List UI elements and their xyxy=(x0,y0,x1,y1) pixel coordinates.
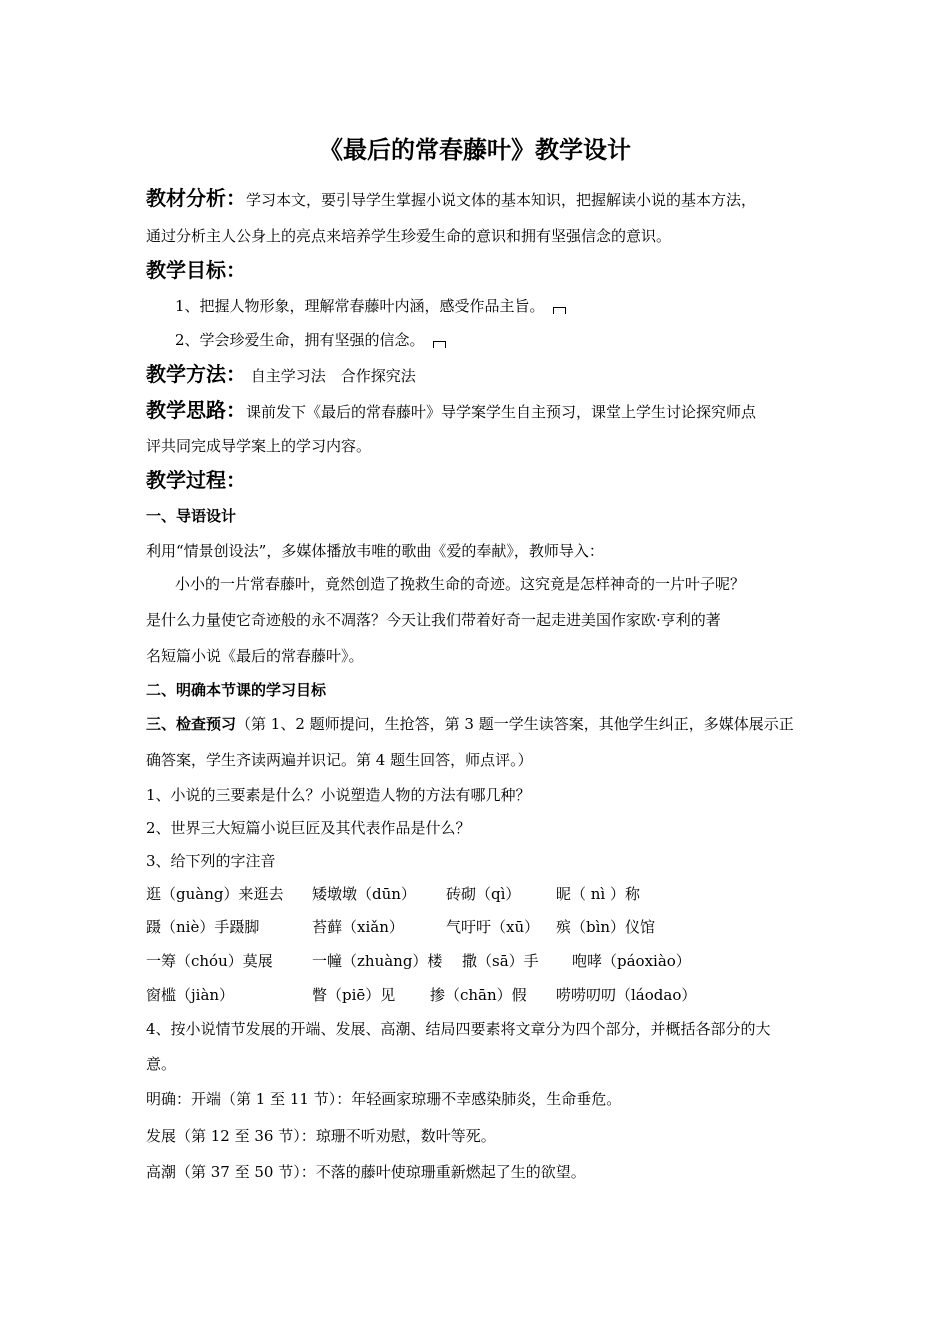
analysis-line-1 xyxy=(146,188,756,210)
analysis-text-1: 学习本文，要引导学生掌握小说文体的基本知识，把握解读小说的基本方法， xyxy=(246,191,757,209)
bracket-mark-icon xyxy=(553,307,566,314)
pinyin-cell: 蹑（niè）手蹑脚 xyxy=(146,918,260,936)
goal-item-2-text: 2、学会珍爱生命，拥有坚强的信念。 xyxy=(175,331,425,349)
section-1-title: 一、导语设计 xyxy=(146,507,237,525)
section-1-intro: 利用“情景创设法”，多媒体播放韦唯的歌曲《爱的奉献》，教师导入： xyxy=(146,542,604,560)
analysis-text-2: 通过分析主人公身上的亮点来培养学生珍爱生命的意识和拥有坚强信念的意识。 xyxy=(146,227,672,245)
section-1-para-3: 名短篇小说《最后的常春藤叶》。 xyxy=(146,647,364,665)
process-heading: 教学过程： xyxy=(146,468,246,492)
pinyin-cell: 瞥（piē）见 xyxy=(312,986,396,1004)
pinyin-cell: 昵（ nì ）称 xyxy=(556,885,640,903)
pinyin-cell: 逛（guàng）来逛去 xyxy=(146,885,284,903)
pinyin-cell: 咆哮（páoxiào） xyxy=(572,952,691,970)
question-4-line-1: 4、按小说情节发展的开端、发展、高潮、结局四要素将文章分为四个部分，并概括各部分的大 xyxy=(146,1020,771,1038)
pinyin-cell: 掺（chān）假 xyxy=(430,986,527,1004)
pinyin-cell: 窗槛（jiàn） xyxy=(146,986,235,1004)
goal-item-2 xyxy=(175,330,446,350)
pinyin-cell: 矮墩墩（dūn） xyxy=(312,885,416,903)
bracket-mark-icon xyxy=(433,341,446,348)
section-3-note-1: （第 1、2 题师提问，生抢答，第 3 题一学生读答案，其他学生纠正，多媒体展示正 xyxy=(236,715,794,733)
section-1-para-1: 小小的一片常春藤叶，竟然创造了挽救生命的奇迹。这究竟是怎样神奇的一片叶子呢？ xyxy=(175,575,746,593)
section-2-title: 二、明确本节课的学习目标 xyxy=(146,681,327,699)
pinyin-cell: 唠唠叨叨（láodao） xyxy=(556,986,697,1004)
methods-text: 自主学习法 合作探究法 xyxy=(250,367,416,385)
answer-3: 高潮（第 37 至 50 节）：不落的藤叶使琼珊重新燃起了生的欲望。 xyxy=(146,1163,586,1181)
question-3: 3、给下列的字注音 xyxy=(146,852,276,870)
section-3-title: 三、检查预习 xyxy=(146,715,237,733)
thinking-text-2: 评共同完成导学案上的学习内容。 xyxy=(146,437,372,455)
analysis-heading: 教材分析： xyxy=(146,186,246,210)
thinking-text-1: 课前发下《最后的常春藤叶》导学案学生自主预习，课堂上学生讨论探究师点 xyxy=(246,403,757,421)
document-title: 《最后的常春藤叶》教学设计 xyxy=(319,136,631,164)
answer-1: 明确：开端（第 1 至 11 节）：年轻画家琼珊不幸感染肺炎，生命垂危。 xyxy=(146,1090,622,1108)
pinyin-cell: 苔藓（xiǎn） xyxy=(312,918,404,936)
pinyin-cell: 殡（bìn）仪馆 xyxy=(556,918,656,936)
thinking-heading: 教学思路： xyxy=(146,398,246,422)
methods-line xyxy=(146,364,416,386)
pinyin-cell: 砖砌（qì） xyxy=(446,885,521,903)
goals-heading: 教学目标： xyxy=(146,258,246,282)
pinyin-cell: 撒（sā）手 xyxy=(462,952,539,970)
goal-item-1-text: 1、把握人物形象，理解常春藤叶内涵，感受作品主旨。 xyxy=(175,297,545,315)
pinyin-cell: 一幢（zhuàng）楼 xyxy=(312,952,443,970)
thinking-line-1 xyxy=(146,400,756,422)
pinyin-cell: 气吁吁（xū） xyxy=(446,918,540,936)
question-1: 1、小说的三要素是什么？小说塑造人物的方法有哪几种？ xyxy=(146,786,531,804)
section-1-para-2: 是什么力量使它奇迹般的永不凋落？今天让我们带着好奇一起走进美国作家欧·亨利的著 xyxy=(146,611,721,629)
answer-2: 发展（第 12 至 36 节）：琼珊不听劝慰，数叶等死。 xyxy=(146,1127,496,1145)
section-3-note-2: 确答案，学生齐读两遍并识记。第 4 题生回答，师点评。） xyxy=(146,751,533,769)
question-4-line-2: 意。 xyxy=(146,1055,177,1073)
methods-heading: 教学方法： xyxy=(146,362,246,386)
section-3-line-1 xyxy=(146,714,794,734)
pinyin-cell: 一筹（chóu）莫展 xyxy=(146,952,273,970)
goal-item-1 xyxy=(175,296,566,316)
question-2: 2、世界三大短篇小说巨匠及其代表作品是什么？ xyxy=(146,819,471,837)
